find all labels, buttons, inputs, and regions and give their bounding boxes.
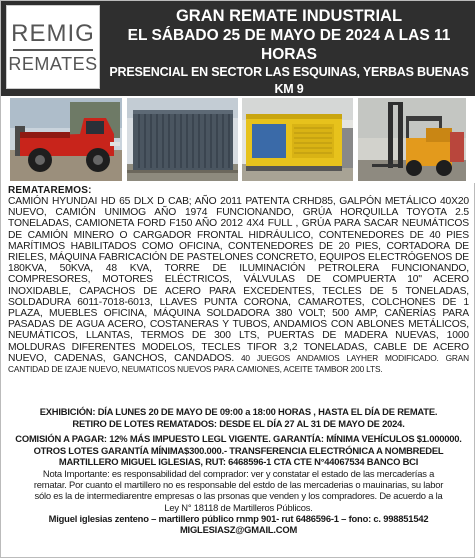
auction-location: PRESENCIAL EN SECTOR LAS ESQUINAS, YERBAS BUENAS KM 9 <box>109 65 469 96</box>
note-line-1: Nota Importante: es responsabilidad del comprador: ver y constatar el estado de las mercaderías a <box>42 467 435 479</box>
note-line-3: sólo es la de intermediarentre empresas o las prsonas que venden y los compradores. De acuerdo a la <box>34 490 443 502</box>
note-line-2: rematar. Por cuanto el martillero no es responsable del estdo de las mercaderias o mauinarias, su labor <box>33 479 444 491</box>
guarantee-line: OTROS LOTES GARANTÍA MÍNIMA$300.000.- TRANSFERENCIA ELECTRÓNICA A NOMBREDEL <box>33 444 444 456</box>
lots-list-text: CAMIÓN HYUNDAI HD 65 DLX D CAB; AÑO 2011 PATENTA CRHD85, GALPÓN METÁLICO 40X20 NUEVO, CAMIÓN UNIMOG AÑO 1974 FUNCIONANDO, GRÚA HORQUILLA TOYOTA 2.5 TONELADAS, CAMIONETA FORD F150 AÑO 2012 4X4 FULL , GRÚA PARA SACAR NEUMÁTICOS DE CAMIÓN MINERO O CARGADOR FRONTAL HIDRÁULICO, CONTENEDORES DE 40 PIES MARÍTIMOS HABILITADOS COMO OFICINA, CONTENEDORES DE 20 PIES, CORTADORA DE RIELES, MÁQUINA FABRICACIÓN DE PASTELONES CONCRETO, EQUIPOS ELECTRÓGENOS DE 180KVA, 50KVA, 48 KVA, TORRE DE ILUMINACIÓN PETROLERA FUNCIONANDO, COMPRESORES, MOTORES ELÉCTRICOS, VÁLVULAS DE COMPUERTA 10" ACERO INOXIDABLE, CAPACHOS DE ACERO PARA EXCEDENTES, TECLES DE 5 TONELADAS, SOLDADURA 6011-7018-6013, LLAVES PUNTA CORONA, CAMAROTES, COLCHONES DE 1 PLAZA, MUEBLES OFICINA, MÁQUINA SOLDADORA 380 VOLT; 500 AMP, CAÑERÍAS PARA PASADAS DE AGUA ACERO, COSTANERAS Y TUBOS, ANDAMIOS CON ABLONES METÁLICOS, NEUMÁTICOS, LLANTAS, TERMOS DE 300 LTS, PUERTAS DE MADERA NUEVAS, 1000 MOLDURAS DIFERENTES MODELOS, TECLES TIFOR 3,2 TONELADAS, CABLE DE ACERO NUEVO, CADENAS, GANCHOS, CANDADOS. <box>8 196 469 364</box>
contact-line: Miguel iglesias zenteno – martillero público rnmp 901- rut 6486596-1 – fono: c. 998851542 <box>48 512 429 524</box>
photo-strip <box>1 96 475 183</box>
lots-heading: REMATAREMOS: <box>8 185 92 196</box>
remig-remates-logo <box>6 5 100 89</box>
pickup-line: RETIRO DE LOTES REMATADOS: DESDE EL DÍA 27 AL 31 DE MAYO DE 2024. <box>72 417 405 429</box>
lots-section <box>8 185 469 375</box>
logo-divider <box>13 49 93 51</box>
lots-list-extra: 40 JUEGOS ANDAMIOS LAYHER MODIFICADO. GRAN CANTIDAD DE IZAJE NUEVO, NEUMATICOS NUEVOS PARA CAMIONES, ACEITE TAMBOR 200 LTS. <box>8 352 469 375</box>
auction-info <box>5 406 472 536</box>
auction-date: EL SÁBADO 25 DE MAYO DE 2024 A LAS 11 HORAS <box>127 27 451 63</box>
lots-list <box>8 196 469 375</box>
forklift-photo <box>358 98 466 181</box>
note-line-4: Ley N° 18118 de Martilleros Públicos. <box>164 501 313 513</box>
bank-line: MARTILLERO MIGUEL IGLESIAS, RUT: 6468596-1 CTA CTE N°44067534 BANCO BCI <box>58 456 419 468</box>
auction-title: GRAN REMATE INDUSTRIAL <box>175 7 403 25</box>
logo-text-top: REMIG <box>11 19 95 47</box>
generator-photo <box>242 98 353 181</box>
unimog-truck-photo <box>10 98 122 181</box>
exhibition-line: EXHIBICIÓN: DÍA LUNES 20 DE MAYO DE 09:00 a 18:00 HORAS , HASTA EL DÍA DE REMATE. <box>39 406 438 417</box>
commission-line: COMISIÓN A PAGAR: 12% MÁS IMPUESTO LEGL VIGENTE. GARANTÍA: MÍNIMA VEHÍCULOS $1.000000. <box>15 433 462 445</box>
header-banner <box>1 1 475 96</box>
email-line: MIGLESIASZ@GMAIL.COM <box>179 524 298 536</box>
logo-text-bottom: REMATES <box>8 53 98 74</box>
shipping-container-photo <box>127 98 238 181</box>
